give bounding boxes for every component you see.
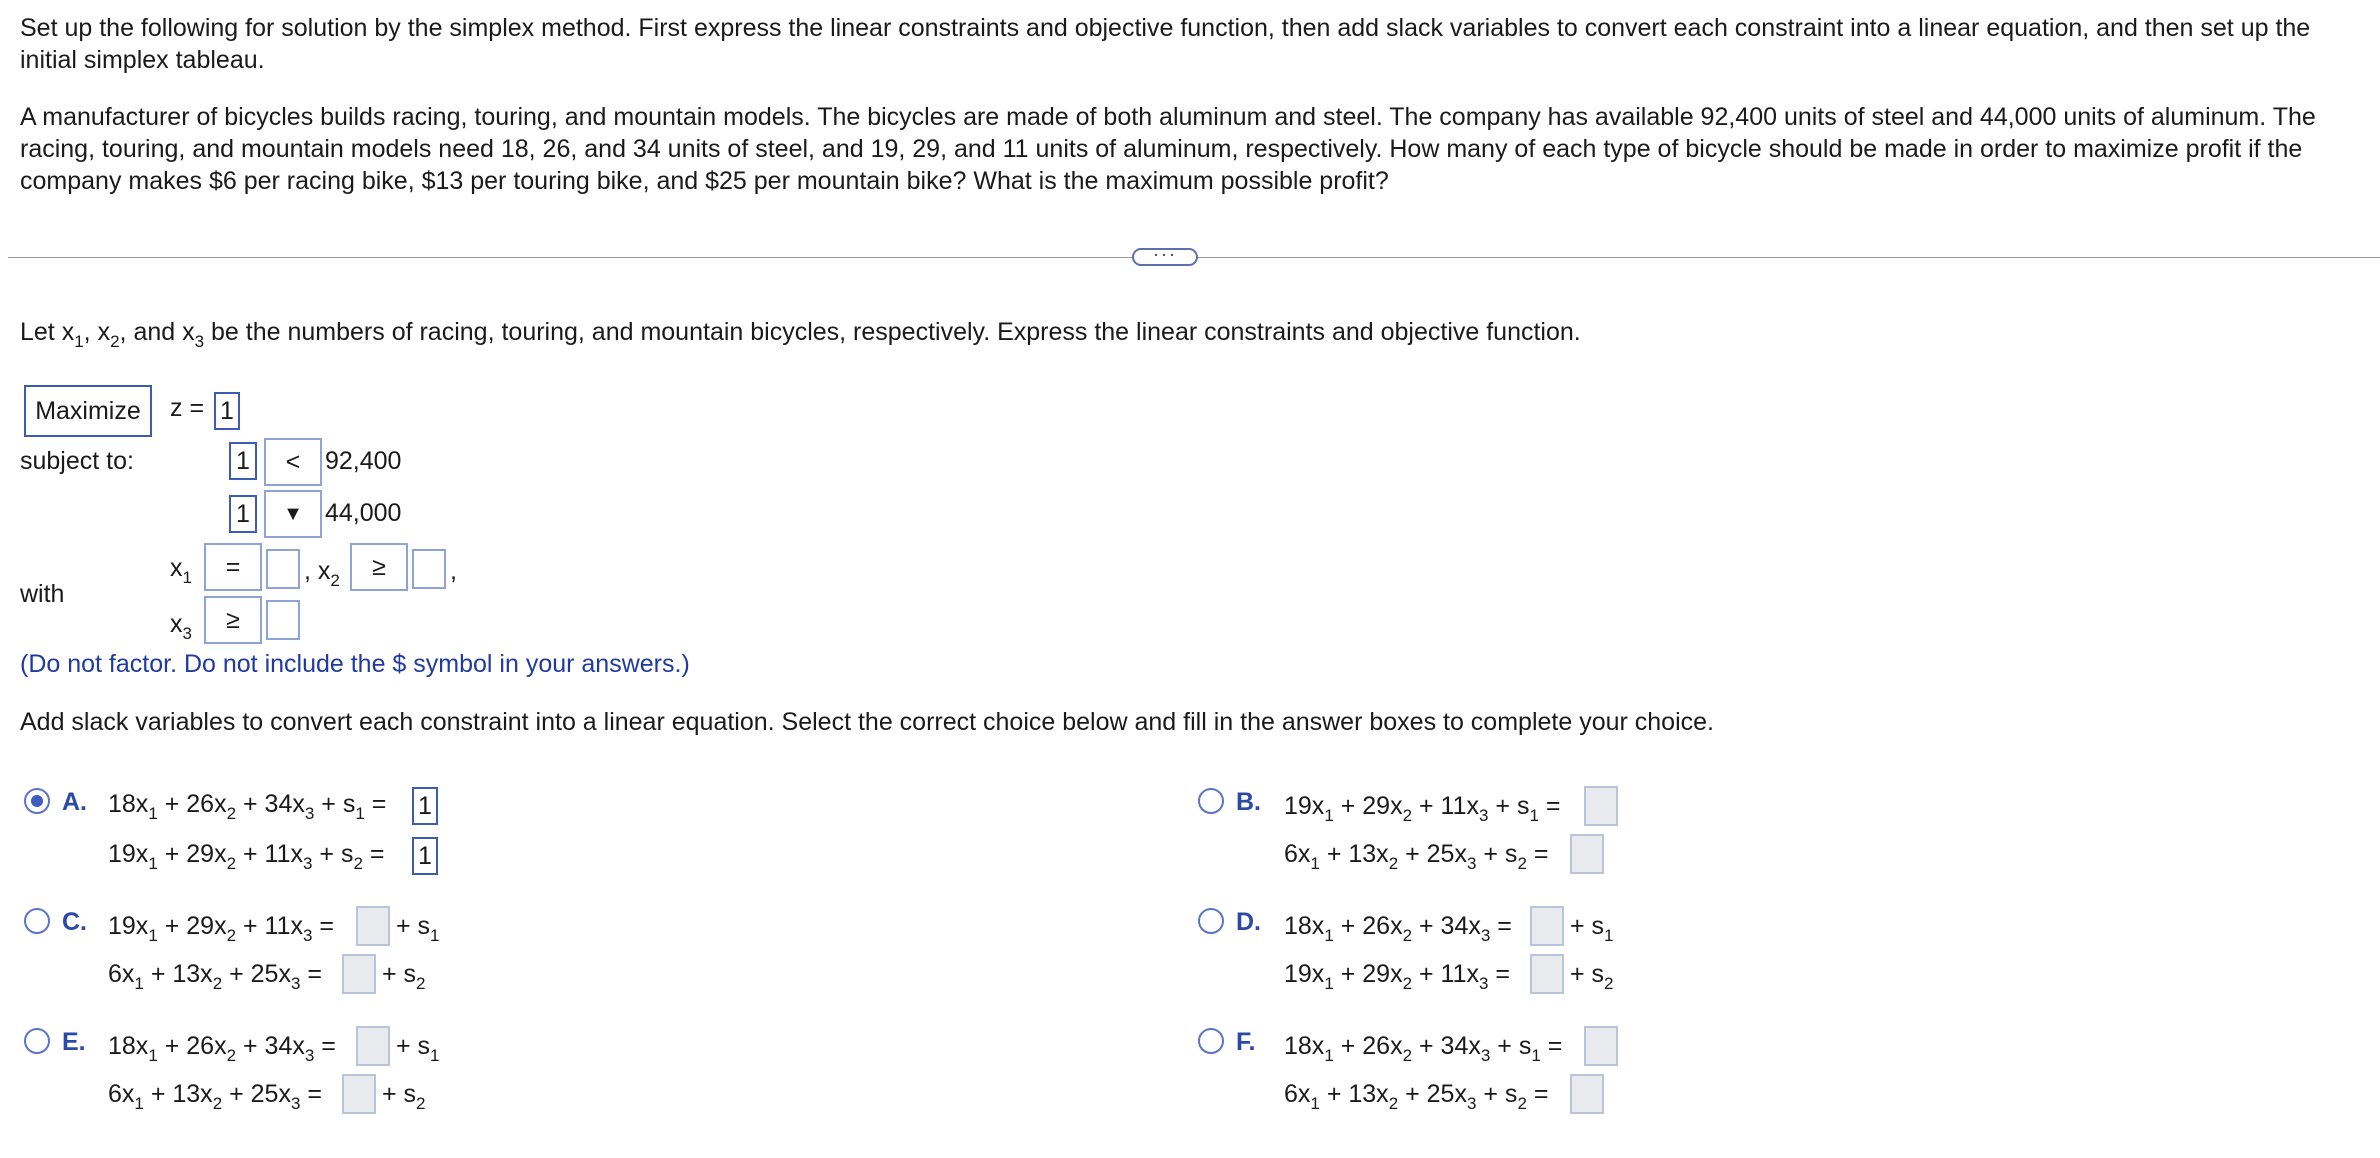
- objective-input[interactable]: 1: [214, 392, 240, 430]
- objective-lhs-label: z =: [170, 394, 205, 422]
- choice-a-input-2[interactable]: 1: [412, 837, 438, 875]
- constraint1-lhs-input[interactable]: 1: [229, 442, 257, 480]
- choice-c-equation-1: $19x_1 + 29x_2 + 11x_3$ =: [108, 912, 335, 945]
- choice-e-input-1[interactable]: [356, 1026, 390, 1066]
- choice-b-input-2[interactable]: [1570, 834, 1604, 874]
- choice-b-radio[interactable]: [1198, 788, 1224, 814]
- choice-a-letter: A.: [62, 788, 87, 816]
- choice-e-input-2[interactable]: [342, 1074, 376, 1114]
- choice-b-letter: B.: [1236, 788, 1261, 816]
- choice-c-input-2[interactable]: [342, 954, 376, 994]
- choice-c-input-1[interactable]: [356, 906, 390, 946]
- separator-comma: ,: [450, 557, 457, 585]
- answer-note: (Do not factor. Do not include the $ symbol in your answers.): [20, 650, 690, 678]
- choice-d-equation-2: $19x_1 + 29x_2 + 11x_3$ =: [1284, 960, 1511, 993]
- x2-operator-dropdown[interactable]: ≥: [350, 543, 408, 591]
- choice-c-equation-2: $6x_1 + 13x_2 + 25x_3$ =: [108, 960, 322, 993]
- constraint2-lhs-input[interactable]: 1: [229, 495, 257, 533]
- choice-f-equation-1: $18x_1 + 26x_2 + 34x_3 + s_1$ =: [1284, 1032, 1563, 1065]
- choice-c-slack-2: + $s_2$: [382, 960, 426, 993]
- x3-operator-dropdown[interactable]: ≥: [204, 596, 262, 644]
- choice-b-input-1[interactable]: [1584, 786, 1618, 826]
- choice-d-slack-2: + $s_2$: [1570, 960, 1614, 993]
- choice-d-letter: D.: [1236, 908, 1261, 936]
- x3-value-input[interactable]: [266, 600, 300, 640]
- choice-f-radio[interactable]: [1198, 1028, 1224, 1054]
- choice-f-equation-2: $6x_1 + 13x_2 + 25x_3 + s_2$ =: [1284, 1080, 1549, 1113]
- choice-e-slack-1: + $s_1$: [396, 1032, 440, 1065]
- choice-f-letter: F.: [1236, 1028, 1256, 1056]
- constraint2-operator-dropdown[interactable]: ▼: [264, 490, 322, 538]
- subject-to-label: subject to:: [20, 447, 134, 475]
- x1-value-input[interactable]: [266, 549, 300, 589]
- choice-a-equation-2: $19x_1 + 29x_2 + 11x_3 + s_2$ =: [108, 840, 385, 873]
- choice-d-radio[interactable]: [1198, 908, 1224, 934]
- question1-prompt: Let $x_1$, $x_2$, and $x_3$ be the numbers of racing, touring, and mountain bicycles, respectively. Express the linear constraints and objective function.: [20, 318, 1581, 351]
- constraint1-rhs: 92,400: [325, 447, 402, 475]
- choice-e-letter: E.: [62, 1028, 86, 1056]
- choice-d-input-1[interactable]: [1530, 906, 1564, 946]
- choice-c-slack-1: + $s_1$: [396, 912, 440, 945]
- choice-a-equation-1: $18x_1 + 26x_2 + 34x_3 + s_1$ =: [108, 790, 387, 823]
- with-label: with: [20, 580, 65, 608]
- choice-a-radio[interactable]: [24, 788, 50, 814]
- choice-c-letter: C.: [62, 908, 87, 936]
- expand-button[interactable]: ···: [1132, 248, 1198, 266]
- choice-b-equation-1: $19x_1 + 29x_2 + 11x_3 + s_1$ =: [1284, 792, 1561, 825]
- problem-text: A manufacturer of bicycles builds racing, touring, and mountain models. The bicycles are made of both aluminum and steel. The company has available 92,400 units of steel and 44,000 units of aluminum. The racing, touring, and mountain models need 18, 26, and 34 units of steel, and 19, 29, and 11 units of aluminum, respectively. How many of each type of bicycle should be made in order to maximize profit if the company makes $6 per racing bike, $13 per touring bike, and $25 per mountain bike? What is the maximum possible profit?: [20, 103, 2316, 195]
- constraint1-operator-dropdown[interactable]: <: [264, 438, 322, 486]
- choice-d-equation-1: $18x_1 + 26x_2 + 34x_3$ =: [1284, 912, 1512, 945]
- choice-e-slack-2: + $s_2$: [382, 1080, 426, 1113]
- choice-b-equation-2: $6x_1 + 13x_2 + 25x_3 + s_2$ =: [1284, 840, 1549, 873]
- choice-e-equation-1: $18x_1 + 26x_2 + 34x_3$ =: [108, 1032, 336, 1065]
- x2-value-input[interactable]: [412, 549, 446, 589]
- choice-f-input-2[interactable]: [1570, 1074, 1604, 1114]
- objective-mode-dropdown[interactable]: Maximize: [24, 385, 152, 437]
- choice-e-equation-2: $6x_1 + 13x_2 + 25x_3$ =: [108, 1080, 322, 1113]
- x3-label: $x_3$: [170, 610, 192, 643]
- question2-prompt: Add slack variables to convert each constraint into a linear equation. Select the correct choice below and fill in the answer boxes to complete your choice.: [20, 708, 1714, 736]
- choice-a-input-1[interactable]: 1: [412, 787, 438, 825]
- choice-e-radio[interactable]: [24, 1028, 50, 1054]
- x2-label: , $x_2$: [304, 557, 340, 590]
- choice-d-input-2[interactable]: [1530, 954, 1564, 994]
- choice-f-input-1[interactable]: [1584, 1026, 1618, 1066]
- constraint2-rhs: 44,000: [325, 499, 402, 527]
- choice-c-radio[interactable]: [24, 908, 50, 934]
- x1-operator-dropdown[interactable]: =: [204, 543, 262, 591]
- x1-label: $x_1$: [170, 554, 192, 587]
- instructions-text: Set up the following for solution by the simplex method. First express the linear constraints and objective function, then add slack variables to convert each constraint into a linear equation, and then set up the initial simplex tableau.: [20, 14, 2311, 74]
- choice-d-slack-1: + $s_1$: [1570, 912, 1614, 945]
